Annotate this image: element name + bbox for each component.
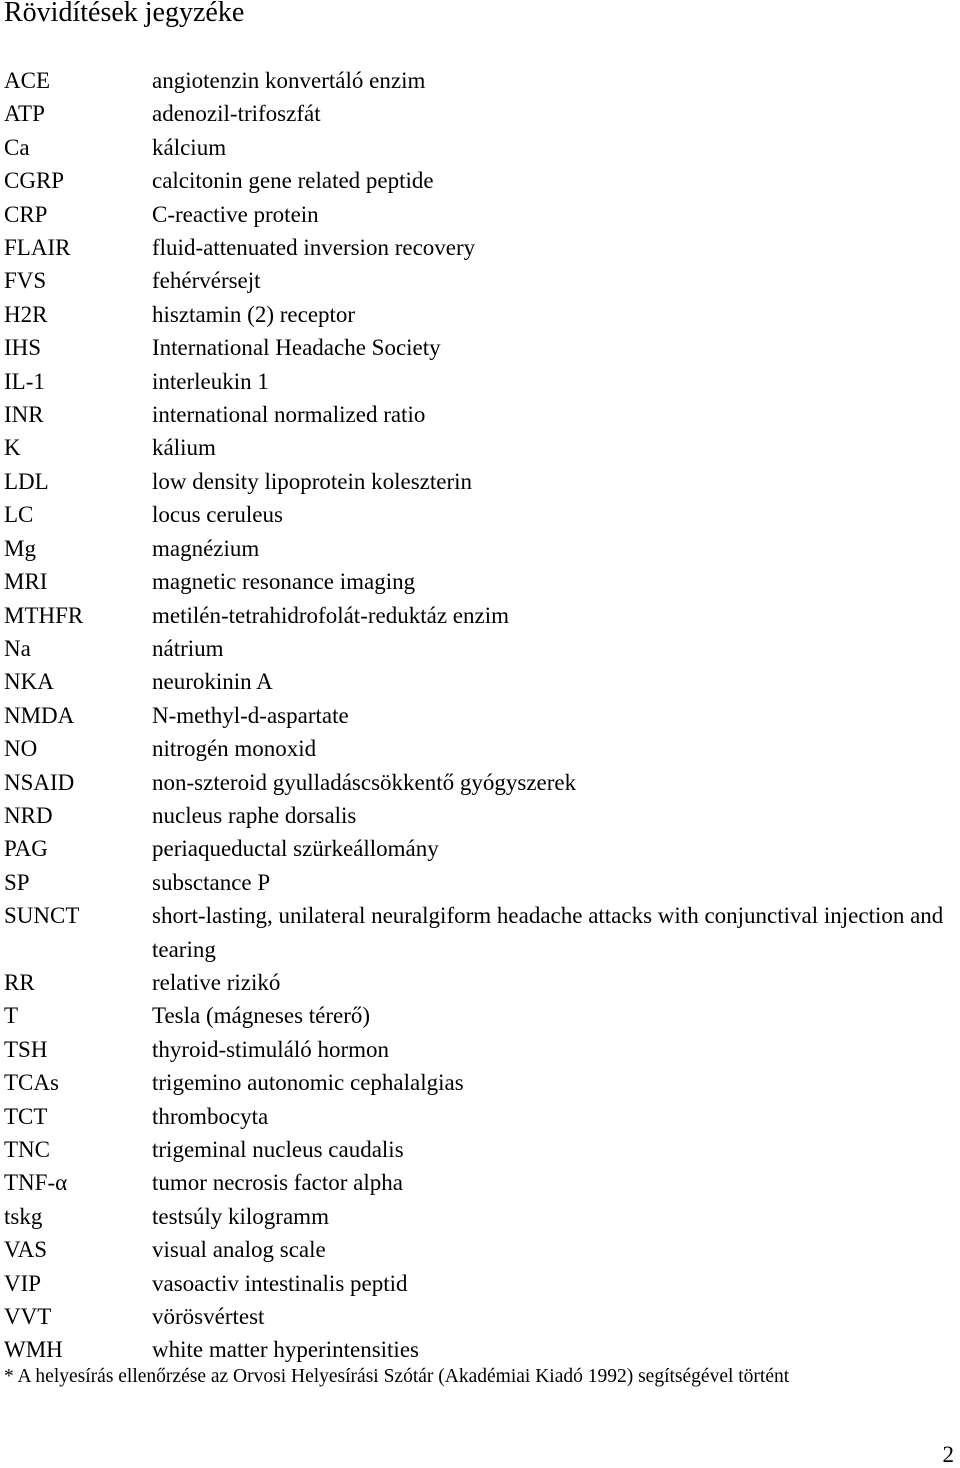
abbreviation-row: [4, 699, 954, 732]
abbreviation-row: [4, 899, 954, 966]
abbreviation-term: IHS: [4, 335, 42, 361]
abbreviation-row: [4, 1300, 954, 1333]
abbreviation-row: [4, 398, 954, 431]
abbreviation-row: [4, 1066, 954, 1099]
abbreviation-term: CGRP: [4, 168, 65, 194]
abbreviation-definition: angiotenzin konvertáló enzim: [152, 68, 426, 93]
abbreviation-row: [4, 1267, 954, 1300]
abbreviation-definition: international normalized ratio: [152, 402, 426, 428]
abbreviation-row: [4, 331, 954, 364]
abbreviation-definition: nitrogén monoxid: [152, 736, 317, 762]
abbreviation-definition: Tesla (mágneses térerő): [152, 1003, 371, 1029]
abbreviation-definition: relative rizikó: [152, 969, 281, 995]
abbreviation-term: VIP: [4, 1270, 42, 1296]
abbreviation-list: [4, 64, 954, 1367]
abbreviation-term: SP: [4, 869, 30, 895]
abbreviation-definition: N-methyl-d-aspartate: [152, 702, 349, 728]
abbreviation-term: RR: [4, 969, 35, 995]
abbreviation-row: [4, 732, 954, 765]
abbreviation-row: [4, 1100, 954, 1133]
abbreviation-term: NSAID: [4, 769, 75, 795]
abbreviation-row: [4, 966, 954, 999]
abbreviation-term: PAG: [4, 836, 48, 862]
abbreviation-term: TSH: [4, 1036, 48, 1062]
abbreviation-term: Mg: [4, 535, 36, 561]
abbreviation-definition: low density lipoprotein koleszterin: [152, 468, 473, 494]
abbreviation-term: TNF-α: [4, 1170, 68, 1196]
abbreviation-term: Ca: [4, 134, 30, 160]
abbreviation-definition: hisztamin (2) receptor: [152, 301, 356, 327]
abbreviation-term: NKA: [4, 669, 54, 695]
abbreviation-definition: kálium: [152, 435, 216, 461]
abbreviation-term: T: [4, 1003, 19, 1029]
abbreviation-term: INR: [4, 402, 44, 428]
abbreviation-definition: C-reactive protein: [152, 201, 319, 227]
abbreviation-definition: trigeminal nucleus caudalis: [152, 1137, 404, 1162]
page-title: Rövidítések jegyzéke: [4, 0, 245, 28]
abbreviation-definition: kálcium: [152, 134, 227, 160]
abbreviation-row: [4, 1200, 954, 1233]
abbreviation-definition: trigemino autonomic cephalalgias: [152, 1070, 464, 1096]
abbreviation-term: LC: [4, 502, 34, 528]
abbreviation-definition: subsctance P: [152, 869, 271, 895]
abbreviation-row: [4, 1133, 954, 1166]
abbreviation-definition: vörösvértest: [152, 1304, 265, 1330]
abbreviation-definition: magnetic resonance imaging: [152, 569, 416, 595]
abbreviation-definition: neurokinin A: [152, 669, 273, 695]
abbreviation-definition: tumor necrosis factor alpha: [152, 1170, 403, 1196]
abbreviation-row: [4, 97, 954, 130]
abbreviation-definition: periaqueductal szürkeállomány: [152, 836, 439, 862]
abbreviation-term: MTHFR: [4, 602, 84, 628]
abbreviation-term: SUNCT: [4, 903, 80, 929]
abbreviation-definition: metilén-tetrahidrofolát-reduktáz enzim: [152, 602, 509, 628]
abbreviation-row: [4, 1333, 954, 1366]
abbreviation-definition: testsúly kilogramm: [152, 1203, 329, 1229]
abbreviation-definition: International Headache Society: [152, 335, 441, 361]
abbreviation-row: [4, 431, 954, 464]
abbreviation-term: NRD: [4, 802, 53, 828]
abbreviation-term: FLAIR: [4, 235, 71, 261]
abbreviation-definition: nátrium: [152, 635, 224, 661]
abbreviation-term: FVS: [4, 268, 47, 294]
abbreviation-definition: white matter hyperintensities: [152, 1337, 419, 1363]
abbreviation-term: TCT: [4, 1103, 48, 1129]
abbreviation-row: [4, 465, 954, 498]
abbreviation-definition: adenozil-trifoszfát: [152, 101, 321, 127]
abbreviation-row: [4, 599, 954, 632]
abbreviation-row: [4, 164, 954, 197]
page-number: 2: [942, 1442, 954, 1467]
abbreviation-term: H2R: [4, 301, 48, 327]
abbreviation-definition: vasoactiv intestinalis peptid: [152, 1270, 408, 1296]
abbreviation-row: [4, 1166, 954, 1199]
abbreviation-definition: interleukin 1: [152, 368, 269, 394]
abbreviation-term: NO: [4, 736, 38, 762]
abbreviation-term: ACE: [4, 68, 50, 93]
abbreviation-row: [4, 198, 954, 231]
abbreviation-definition: nucleus raphe dorsalis: [152, 802, 357, 828]
footnote: * A helyesírás ellenőrzése az Orvosi Helyesírási Szótár (Akadémiai Kiadó 1992) segítségével történt: [4, 1366, 790, 1387]
abbreviation-definition: thyroid-stimuláló hormon: [152, 1036, 390, 1062]
abbreviation-term: MRI: [4, 569, 48, 595]
abbreviation-definition: locus ceruleus: [152, 502, 283, 528]
abbreviation-row: [4, 832, 954, 865]
abbreviation-term: TNC: [4, 1137, 50, 1162]
abbreviation-term: ATP: [4, 101, 45, 127]
abbreviation-row: [4, 999, 954, 1032]
abbreviation-term: WMH: [4, 1337, 63, 1363]
abbreviation-term: NMDA: [4, 702, 75, 728]
abbreviation-row: [4, 532, 954, 565]
abbreviation-term: K: [4, 435, 21, 461]
abbreviation-definition: calcitonin gene related peptide: [152, 168, 434, 194]
abbreviation-definition: non-szteroid gyulladáscsökkentő gyógyszerek: [152, 769, 577, 795]
abbreviation-term: VVT: [4, 1304, 52, 1330]
abbreviation-row: [4, 766, 954, 799]
abbreviation-definition: visual analog scale: [152, 1237, 326, 1263]
abbreviation-term: TCAs: [4, 1070, 59, 1096]
abbreviation-row: [4, 1233, 954, 1266]
abbreviation-row: [4, 64, 954, 97]
abbreviation-row: [4, 565, 954, 598]
abbreviation-row: [4, 632, 954, 665]
abbreviation-row: [4, 665, 954, 698]
abbreviation-row: [4, 298, 954, 331]
abbreviation-row: [4, 231, 954, 264]
abbreviation-row: [4, 1033, 954, 1066]
abbreviation-row: [4, 264, 954, 297]
abbreviation-term: IL-1: [4, 368, 45, 394]
abbreviation-definition: fehérvérsejt: [152, 268, 261, 294]
abbreviation-row: [4, 799, 954, 832]
abbreviation-row: [4, 365, 954, 398]
abbreviation-definition: thrombocyta: [152, 1103, 269, 1129]
abbreviation-term: VAS: [4, 1237, 48, 1263]
abbreviation-definition: magnézium: [152, 535, 260, 561]
abbreviation-definition: short-lasting, unilateral neuralgiform headache attacks with conjunctival injection and tearing: [152, 903, 944, 962]
abbreviation-term: CRP: [4, 201, 48, 227]
abbreviation-definition: fluid-attenuated inversion recovery: [152, 235, 476, 261]
abbreviation-row: [4, 866, 954, 899]
abbreviation-term: Na: [4, 635, 31, 661]
abbreviation-row: [4, 498, 954, 531]
abbreviation-term: LDL: [4, 468, 49, 494]
abbreviation-row: [4, 131, 954, 164]
abbreviation-term: tskg: [4, 1203, 43, 1229]
